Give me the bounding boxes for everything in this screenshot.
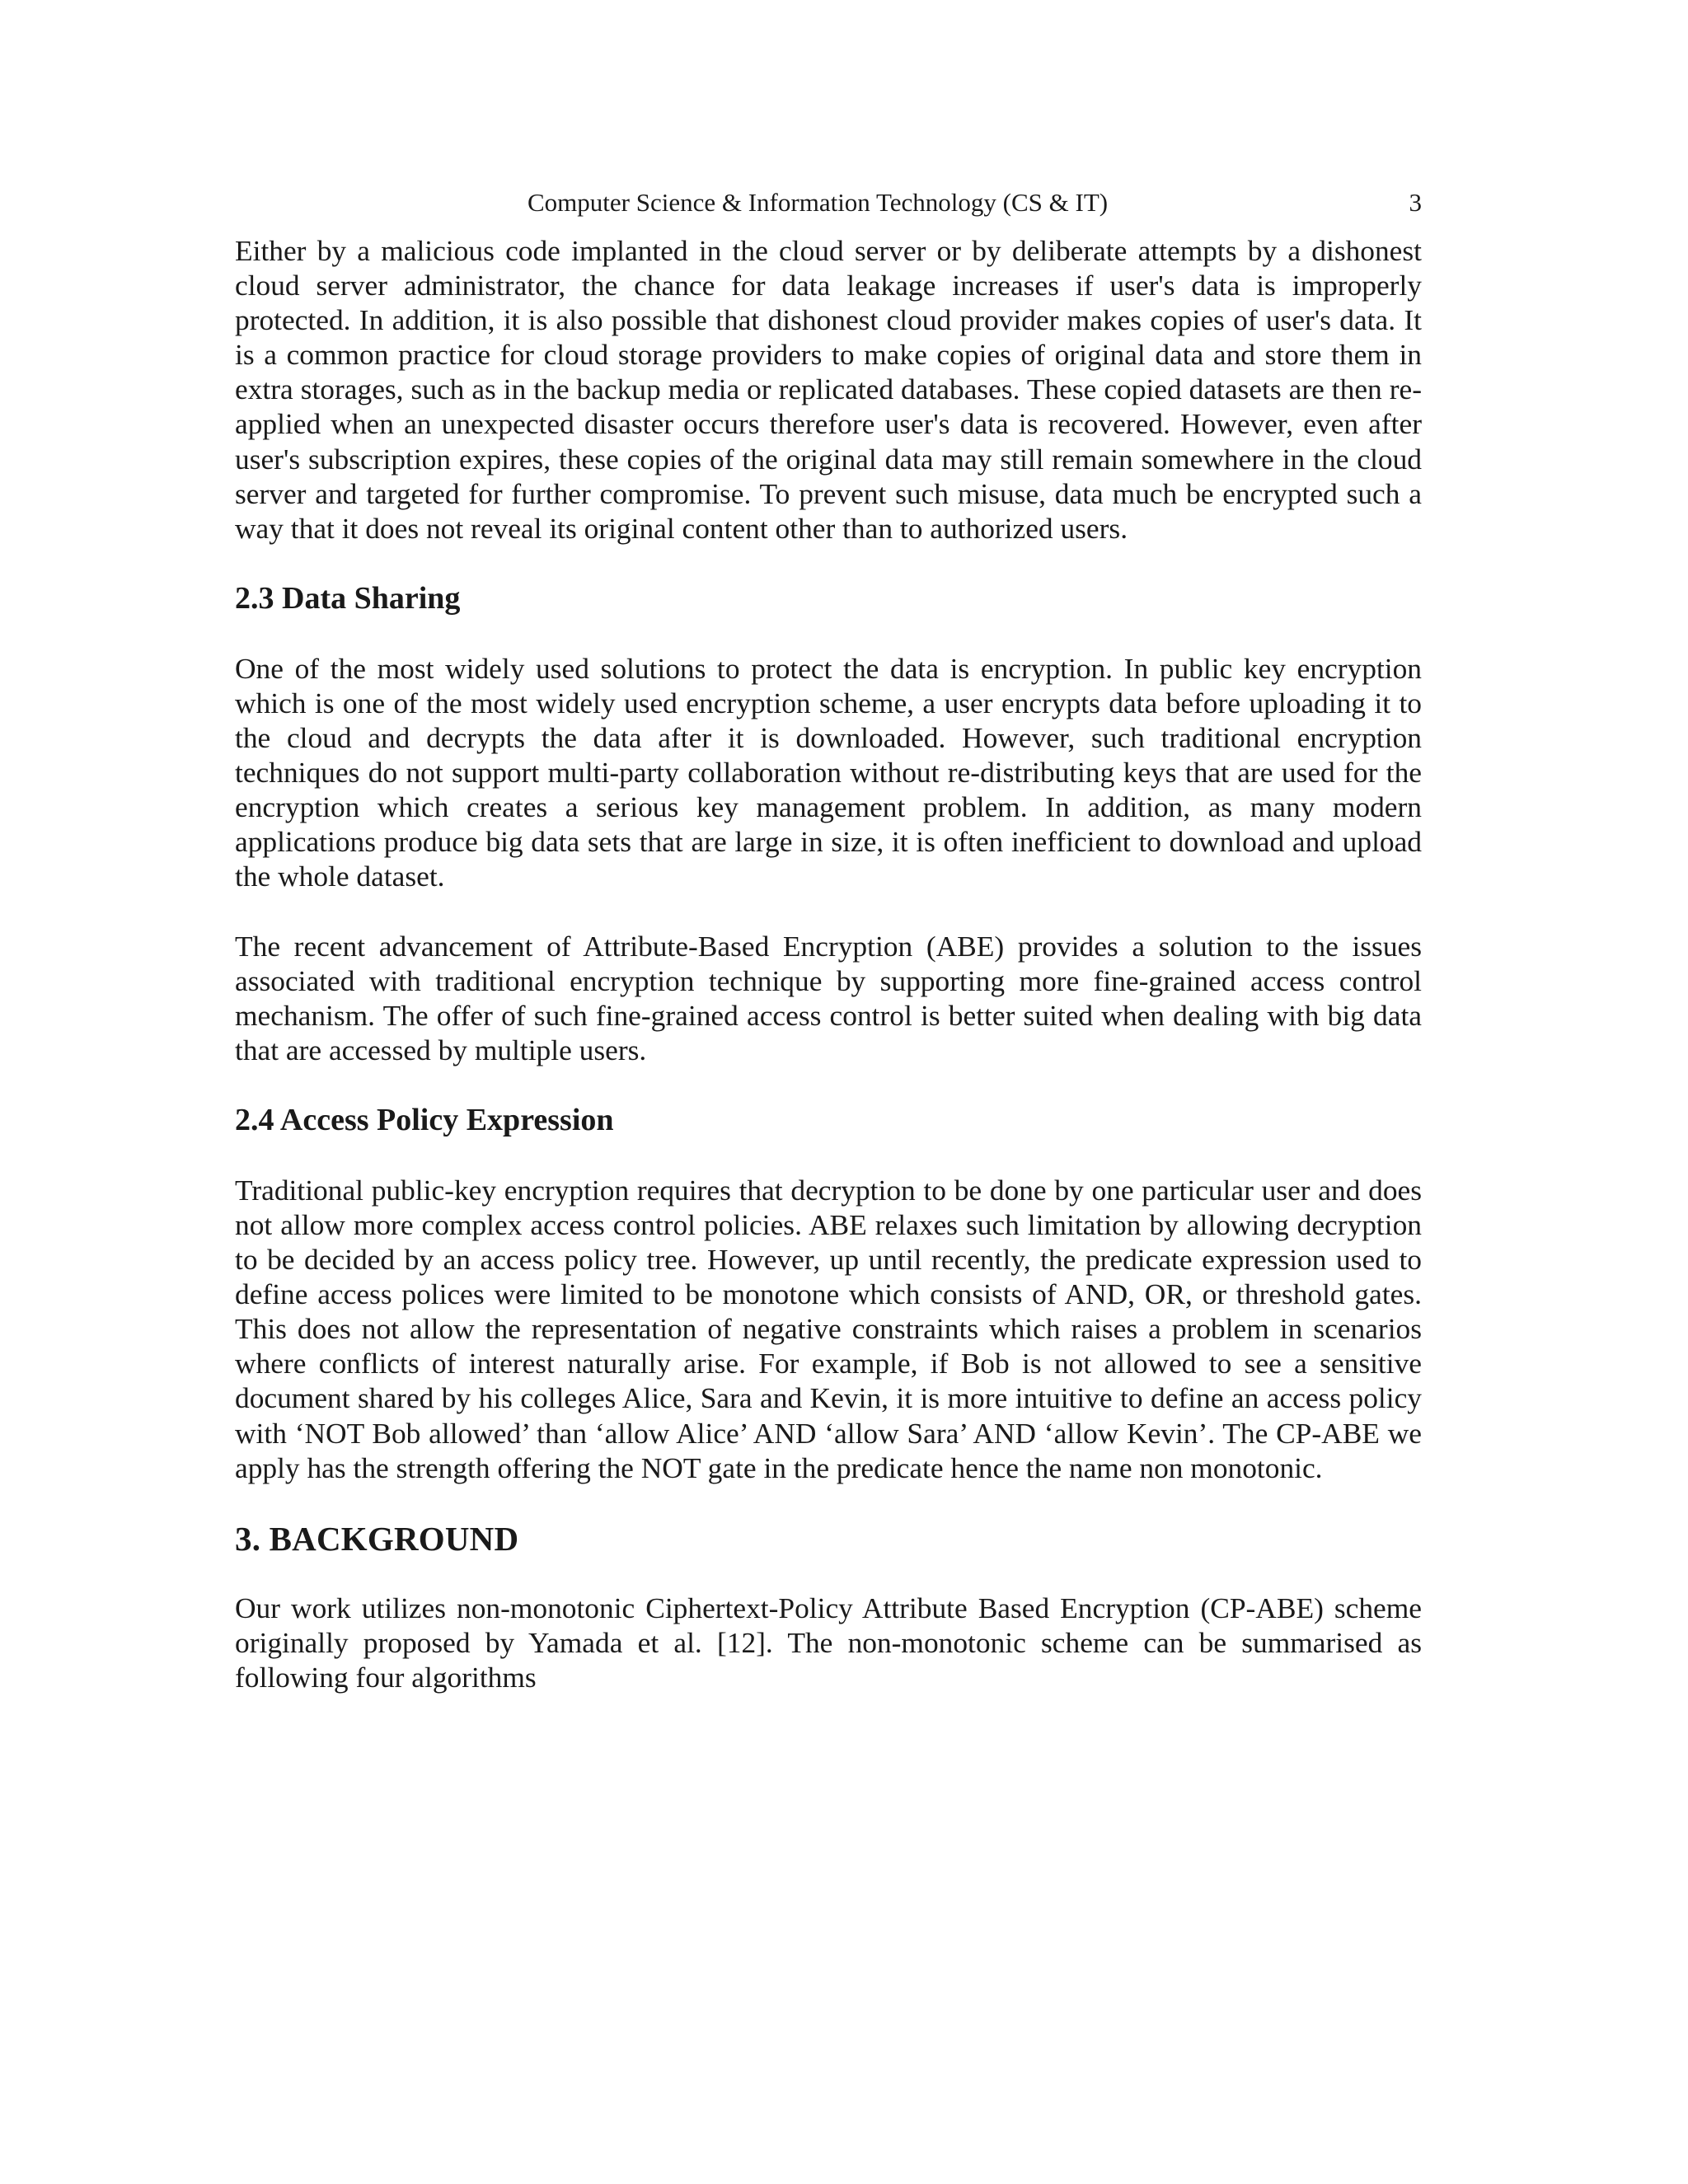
section-heading-background: [235, 1518, 1422, 1559]
running-header: [235, 183, 1422, 223]
page-number: 3: [1409, 188, 1422, 217]
paragraph-intro: Either by a malicious code implanted in the cloud server or by deliberate attempts by a dishonest cloud server administrator, the chance for data leakage increases if user's data is improperly protected. In addition, it is also possible that dishonest cloud provider makes copies of user's data. It is a common practice for cloud storage providers to make copies of original data and store them in extra storages, such as in the backup media or replicated databases. These copied datasets are then re-applied when an unexpected disaster occurs therefore user's data is recovered. However, even after user's subscription expires, these copies of the original data may still remain somewhere in the cloud server and targeted for further compromise. To prevent such misuse, data much be encrypted such a way that it does not reveal its original content other than to authorized users.: [235, 234, 1422, 545]
paragraph-data-sharing-2: The recent advancement of Attribute-Based Encryption (ABE) provides a solution to the issues associated with traditional encryption technique by supporting more fine-grained access control mechanism. The offer of such fine-grained access control is better suited when dealing with big data that are accessed by multiple users.: [235, 929, 1422, 1066]
running-title: Computer Science & Information Technology (CS & IT): [528, 188, 1109, 217]
section-heading-data-sharing: 2.3 Data Sharing: [235, 580, 461, 616]
background-heading-number: 3. B: [235, 1519, 293, 1558]
paragraph-background: Our work utilizes non-monotonic Ciphertext-Policy Attribute Based Encryption (CP-ABE) scheme originally proposed by Yamada et al. [12]. The non-monotonic scheme can be summarised as following four algorithms: [235, 1591, 1422, 1694]
paragraph-data-sharing-1: One of the most widely used solutions to protect the data is encryption. In public key encryption which is one of the most widely used encryption scheme, a user encrypts data before uploading it to the cloud and decrypts the data after it is downloaded. However, such traditional encryption techniques do not support multi-party collaboration without re-distributing keys that are used for the encryption which creates a serious key management problem. In addition, as many modern applications produce big data sets that are large in size, it is often inefficient to download and upload the whole dataset.: [235, 651, 1422, 893]
paragraph-access-policy: Traditional public-key encryption requires that decryption to be done by one particular user and does not allow more complex access control policies. ABE relaxes such limitation by allowing decryption to be decided by an access policy tree. However, up until recently, the predicate expression used to define access polices were limited to be monotone which consists of AND, OR, or threshold gates. This does not allow the representation of negative constraints which raises a problem in scenarios where conflicts of interest naturally arise. For example, if Bob is not allowed to see a sensitive document shared by his colleges Alice, Sara and Kevin, it is more intuitive to define an access policy with ‘NOT Bob allowed’ than ‘allow Alice’ AND ‘allow Sara’ AND ‘allow Kevin’. The CP-ABE we apply has the strength offering the NOT gate in the predicate hence the name non monotonic.: [235, 1173, 1422, 1484]
body-text: [235, 233, 1422, 1694]
background-heading-rest: ACKGROUND: [292, 1519, 519, 1558]
section-heading-access-policy: 2.4 Access Policy Expression: [235, 1102, 614, 1137]
